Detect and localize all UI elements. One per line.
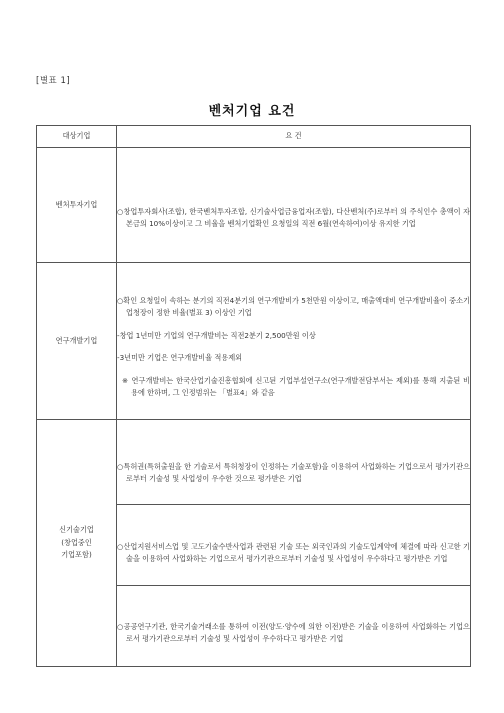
- requirement-item: ○확인 요청일이 속하는 분기의 직전4분기의 연구개발비가 5천만원 이상이고, 매출액대비 연구개발비율이 중소기업청장이 정한 비율(별표 3) 이상인 기업: [117, 295, 470, 317]
- requirement-item: ○산업지원서비스업 및 고도기술수반사업과 관련된 기술 또는 외국인과의 기술도입계약에 체결에 따라 신고한 기술을 이용하여 사업화하는 기업으로서 평가기관으로부터 기술성 및 사업성이 우수하다고 평가받은 기업: [117, 541, 470, 563]
- category-label: 벤처투자기업: [55, 199, 98, 209]
- requirement-cell: [117, 586, 471, 667]
- category-label-line2: (창업중인: [61, 537, 92, 547]
- category-label-line3: 기업포함): [61, 550, 92, 560]
- requirement-cell: [117, 505, 471, 586]
- requirement-cell: [117, 263, 471, 420]
- document-title: 벤처기업 요건: [208, 104, 296, 119]
- category-cell: [37, 420, 117, 667]
- requirement-item: ○공공연구기관, 한국기술거래소를 통하여 이전(양도·양수에 의한 이전)받은 기술을 이용하여 사업화하는 기업으로서 평가기관으로부터 기술성 및 사업성이 우수하다고 평가받은 기업: [117, 621, 470, 643]
- category-label: 신기술기업: [59, 525, 94, 535]
- requirement-cell: [117, 420, 471, 505]
- requirement-item: ○특허권(특허출원을 한 기술로서 특허청장이 인정하는 기술포함)을 이용하여 사업화하는 기업으로서 평가기관으로부터 기술성 및 사업성이 우수한 것으로 평가받은 기업: [117, 461, 470, 483]
- requirement-subitem: -3년미만 기업은 연구개발비율 적용제외: [117, 353, 243, 362]
- column-header-requirements: 요 건: [117, 126, 471, 148]
- requirement-note: ※ 연구개발비는 한국산업기술진흥협회에 신고된 기업부설연구소(연구개발전담부서는 제외)를 통해 지출된 비용에 한하며, 그 인정범위는 「별표4」와 같음: [122, 375, 470, 397]
- column-header-target: 대상기업: [37, 126, 117, 148]
- table-row: [37, 148, 471, 263]
- annex-label: [별표 1]: [36, 76, 71, 86]
- requirement-cell: [117, 148, 471, 263]
- requirements-table: [36, 125, 471, 667]
- category-label: 연구개발기업: [55, 335, 98, 345]
- requirement-subitem: -창업 1년미만 기업의 연구개발비는 직전2분기 2,500만원 이상: [117, 330, 316, 340]
- category-cell: [37, 263, 117, 420]
- table-header-row: [37, 126, 471, 148]
- requirement-item: ○창업투자회사(조합), 한국벤처투자조합, 신기술사업금융업자(조합), 다산벤처(주)로부터 의 주식인수 총액이 자본금의 10%이상이고 그 비율을 벤처기업확인 요청일의 직전 6월(연속하여)이상 유지한 기업: [117, 206, 470, 228]
- category-cell: [37, 148, 117, 263]
- table-row: [37, 263, 471, 420]
- table-row: [37, 420, 471, 505]
